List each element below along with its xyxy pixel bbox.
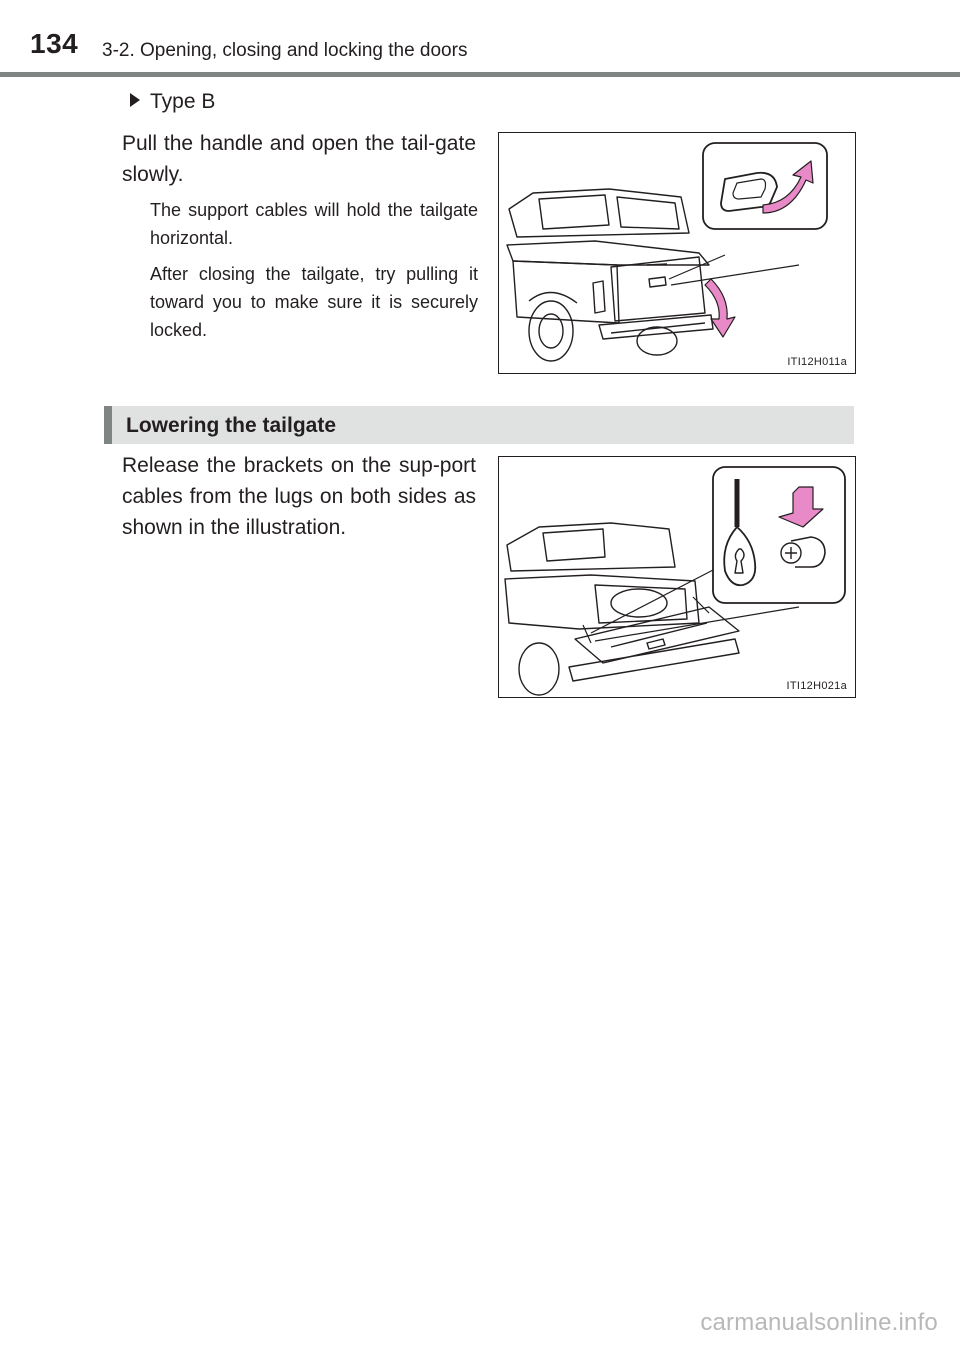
figure-lower-tailgate bbox=[498, 456, 856, 698]
support-cable-note: The support cables will hold the tailgate horizontal. bbox=[150, 200, 478, 248]
section-accent bbox=[104, 406, 112, 444]
type-label-text: Type B bbox=[150, 90, 216, 113]
page-number: 134 bbox=[30, 28, 79, 59]
running-head: 3-2. Opening, closing and locking the doors bbox=[102, 40, 468, 61]
header-rule bbox=[0, 72, 960, 77]
swing-down-arrow-icon bbox=[705, 279, 735, 337]
open-tailgate-instruction: Pull the handle and open the tail-gate slowly. bbox=[122, 132, 476, 186]
figure-code: ITI12H011a bbox=[787, 356, 847, 368]
release-brackets-instruction: Release the brackets on the sup-port cables from the lugs on both sides as shown in the illustration. bbox=[122, 454, 476, 539]
watermark: carmanualsonline.info bbox=[700, 1309, 938, 1336]
type-label bbox=[130, 90, 215, 114]
section-title: Lowering the tailgate bbox=[126, 414, 337, 437]
figure-open-tailgate bbox=[498, 132, 856, 374]
triangle-bullet-icon bbox=[130, 93, 140, 107]
section-heading-bar bbox=[104, 406, 854, 444]
figure-code: ITI12H021a bbox=[786, 680, 847, 692]
lock-check-note: After closing the tailgate, try pulling it toward you to make sure it is securely locked. bbox=[150, 264, 478, 340]
open-tailgate-illustration bbox=[499, 133, 855, 373]
lower-tailgate-illustration bbox=[499, 457, 855, 697]
